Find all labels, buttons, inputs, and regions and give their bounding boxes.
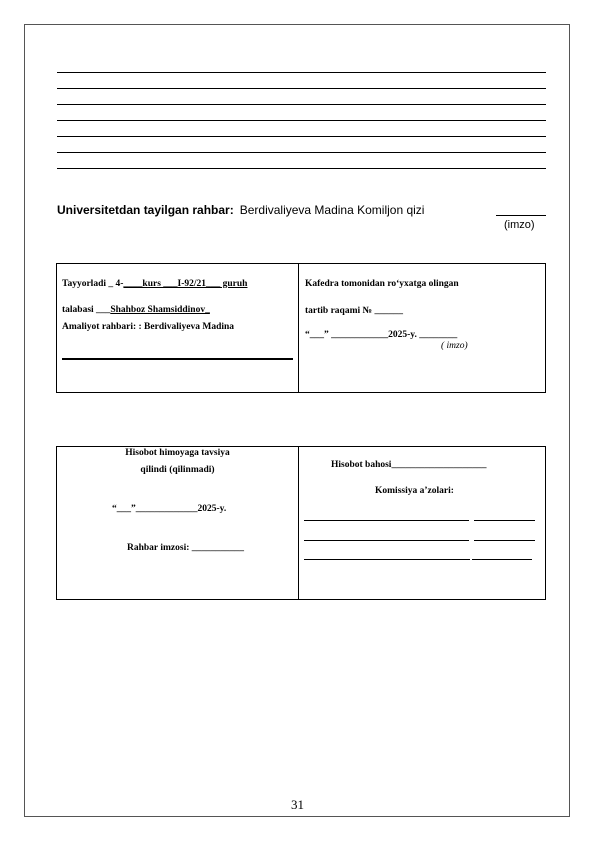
ruled-line <box>57 72 546 73</box>
prepared-by-line: Tayyorladi _ 4-____kurs ___I-92/21___ guruh <box>62 279 248 289</box>
table-divider <box>298 264 299 392</box>
member-name-line <box>304 559 470 560</box>
member-signature-line <box>474 520 535 521</box>
ruled-line <box>57 120 546 121</box>
registered-line: Kafedra tomonidan ro‘yxatga olingan <box>305 279 459 289</box>
supervisor-label: Universitetdan tayilgan rahbar: <box>57 203 234 217</box>
signature-caption: (imzo) <box>504 219 535 231</box>
ruled-line <box>57 136 546 137</box>
supervisor-signature-line: Rahbar imzosi: ___________ <box>127 543 244 553</box>
recommended-line: Hisobot himoyaga tavsiya <box>125 448 230 458</box>
signature-caption: ( imzo) <box>441 341 468 351</box>
registration-table <box>56 263 546 393</box>
blank-line <box>62 358 293 360</box>
member-signature-line <box>474 540 535 541</box>
practice-supervisor-line: Amaliyot rahbari: : Berdivaliyeva Madina <box>62 322 235 332</box>
ruled-line <box>57 168 546 169</box>
page-number: 31 <box>291 797 304 812</box>
supervisor-line <box>57 203 424 218</box>
date-signature-line: “___” ____________2025-y. ________ <box>305 330 458 340</box>
defense-table <box>56 446 546 600</box>
ruled-line <box>57 104 546 105</box>
ruled-line <box>57 88 546 89</box>
recommended-status: qilindi (qilinmadi) <box>140 465 215 475</box>
table-divider <box>298 447 299 599</box>
student-name: Shahboz Shamsiddinov_ <box>110 305 210 315</box>
commission-title: Komissiya a’zolari: <box>375 486 454 496</box>
signature-line <box>496 215 546 216</box>
ruled-line <box>57 152 546 153</box>
student-line: talabasi ___Shahboz Shamsiddinov_ <box>62 305 210 315</box>
member-name-line <box>304 540 469 541</box>
member-signature-line <box>472 559 532 560</box>
serial-number-line: tartib raqami № ______ <box>305 306 403 316</box>
member-name-line <box>304 520 469 521</box>
grade-line: Hisobot bahosi____________________ <box>331 460 487 470</box>
supervisor-name: Berdivaliyeva Madina Komiljon qizi <box>239 203 425 217</box>
page-border <box>24 24 570 817</box>
defense-date-line: “___”_____________2025-y. <box>112 504 227 514</box>
